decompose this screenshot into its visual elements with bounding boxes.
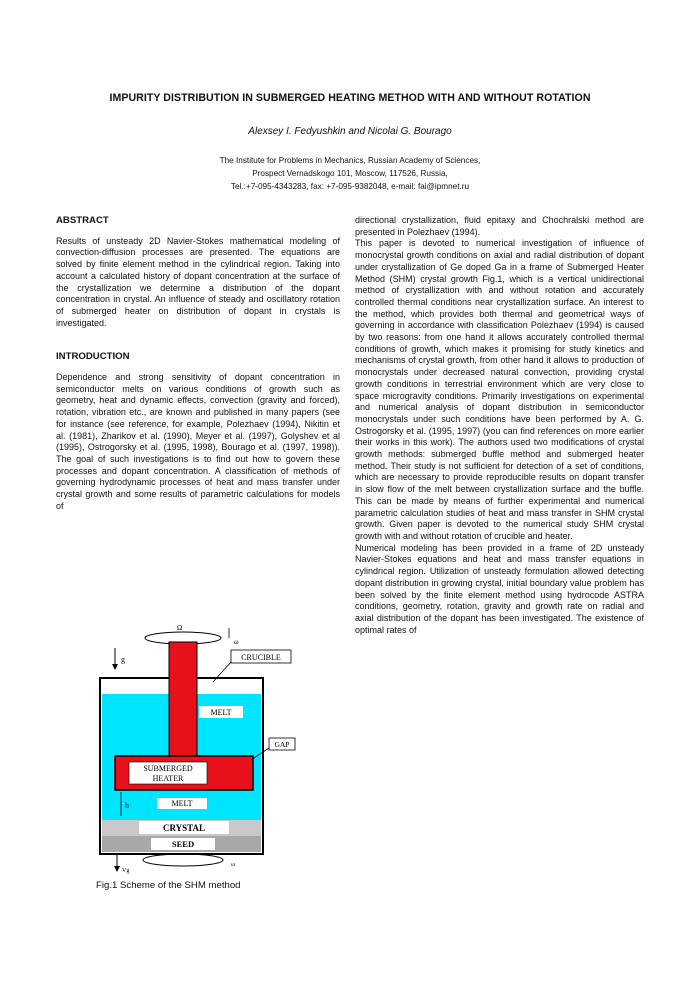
- abstract-heading: ABSTRACT: [56, 215, 109, 226]
- affiliation-block: [40, 154, 660, 193]
- rotation-ellipse-bottom: [143, 854, 223, 866]
- introduction-text-right: Numerical modeling has been provided in a frame of 2D unsteady Navier-Stokes equations and heat and mass transfer equations in cylindrical region. Utilization of unsteady formulation allowed detecting dopant distribution in growing crystal, initial boundary value problem has been solved by the finite element method using hydrocode ASTRA conditions, geometry, rotation, gravity and growth rate on radial and axial distribution of the dopant has been investigated. The existence of optimal rates of: [355, 542, 644, 635]
- right-column: [355, 215, 644, 636]
- vg-label: Vg: [122, 868, 130, 874]
- introduction-text-right: directional crystallization, fluid epitaxy and Chochralski method are presented in Polezhaev (1994).: [355, 215, 644, 237]
- heater-label-line2: HEATER: [152, 774, 184, 783]
- affiliation-line: Tel.:+7-095-4343283, fax: +7-095-9382048, e-mail: fai@ipmnet.ru: [230, 182, 470, 191]
- heater-shaft: [169, 642, 197, 758]
- h-label: h: [125, 801, 129, 810]
- paper-authors: Alexsey I. Fedyushkin and Nicolai G. Bourago: [248, 126, 452, 137]
- introduction-text-left: Dependence and strong sensitivity of dopant concentration in semiconductor melts on various conditions of growth such as geometry, heat and dynamic effects, convection (gravity and forced), rotation, vibration etc., are known and published in many papers (see for instance (see reference, for example, Polezhaev (1994), Nikitin et al. (1981), Zharikov et al. (1990), Meyer et al. (1997), Golyshev et al (1995), Ostrogorsky et al. (1995, 1998), Bourago et al. (1997, 1998)). The goal of such investigations is to find out how to govern these processes and dopant concentration. A classification of methods of governing hydrodynamic processes of heat and mass transfer under crystal growth and some results of parametric calculations for models of: [56, 372, 340, 511]
- affiliation-line: Prospect Vernadskogo 101, Moscow, 117526, Russia,: [252, 169, 448, 178]
- figure-caption: Fig.1 Scheme of the SHM method: [96, 880, 241, 891]
- gravity-arrowhead: [112, 664, 118, 670]
- left-column: [56, 215, 340, 512]
- gravity-label: g: [121, 655, 125, 664]
- omega-bottom-label: ω: [231, 862, 235, 868]
- heater-label-line1: SUBMERGED: [143, 764, 193, 773]
- introduction-text-right: This paper is devoted to numerical investigation of influence of monocrystal growth conditions on axial and radial distribution of dopant under crystallization of Ge doped Ga in a frame of Submerged Heater Method (SHM) crystal growth Fig.1, which is a vertical unidirectional method of crystallization with and without rotation and accurately controlled thermal conditions near crystallization surface. An interest to the method, which provides both thermal and geometrical ways of governing in accordance with classification Polezhaev (1994) is caused by two reasons: from one hand it allows accurately controlled thermal conditions of growth, which makes it promising for study kinetics and mechanisms of crystal growth, from other hand it allows to production of monocrystals under decreased natural convection, providing crystal growth conditions in terrestrial environment which are very close to space microgravity conditions. Primarily investigations on experimental and numerical analysis of dopant distribution in semiconductor monocrystals under such conditions have been performed by A. G. Ostrogorsky et al. (1995, 1997) (you can find references on more earlier their works in this work). The authors used two modifications of crystal growth methods: submerged buffle method and submerged heater method. Their study is not sufficient for detection of a set of conditions, which are necessary to provide reproducible results on dopant transfer in slow flow of the melt between crystallization surface and the buffle. This can be made by means of further experimental and numerical parametric calculation studies of heat and mass transfer in SHM crystal growth. Given paper is devoted to the numerical study SHM crystal growth with and without rotation of crucible and heater.: [355, 238, 644, 541]
- crystal-label: CRYSTAL: [162, 823, 206, 833]
- gap-label: GAP: [274, 740, 290, 749]
- introduction-heading: INTRODUCTION: [56, 351, 130, 363]
- affiliation-line: The Institute for Problems in Mechanics, Russian Academy of Sciences,: [219, 156, 481, 165]
- abstract-text: Results of unsteady 2D Navier-Stokes mathematical modeling of convection-diffusion processes are presented. The equations are solved by finite element method in the cylindrical region. Taking into account a calculated history of dopant concentration at the surface of the crystallization we determine a distribution of the dopant concentration in crystal. An influence of steady and oscillatory rotation of submerged heater on distribution of dopant in crystals is investigated.: [56, 235, 340, 328]
- omega-top-label: ω: [234, 638, 239, 646]
- shm-scheme-figure: [95, 620, 305, 880]
- seed-label: SEED: [171, 839, 195, 849]
- melt-bottom-label: MELT: [171, 799, 193, 808]
- crucible-label: CRUCIBLE: [241, 653, 281, 662]
- paper-title: IMPURITY DISTRIBUTION IN SUBMERGED HEATING METHOD WITH AND WITHOUT ROTATION: [109, 92, 591, 104]
- vg-arrowhead: [114, 866, 120, 872]
- rotation-symbol-top: Ω: [177, 624, 183, 632]
- melt-top-label: MELT: [210, 708, 232, 717]
